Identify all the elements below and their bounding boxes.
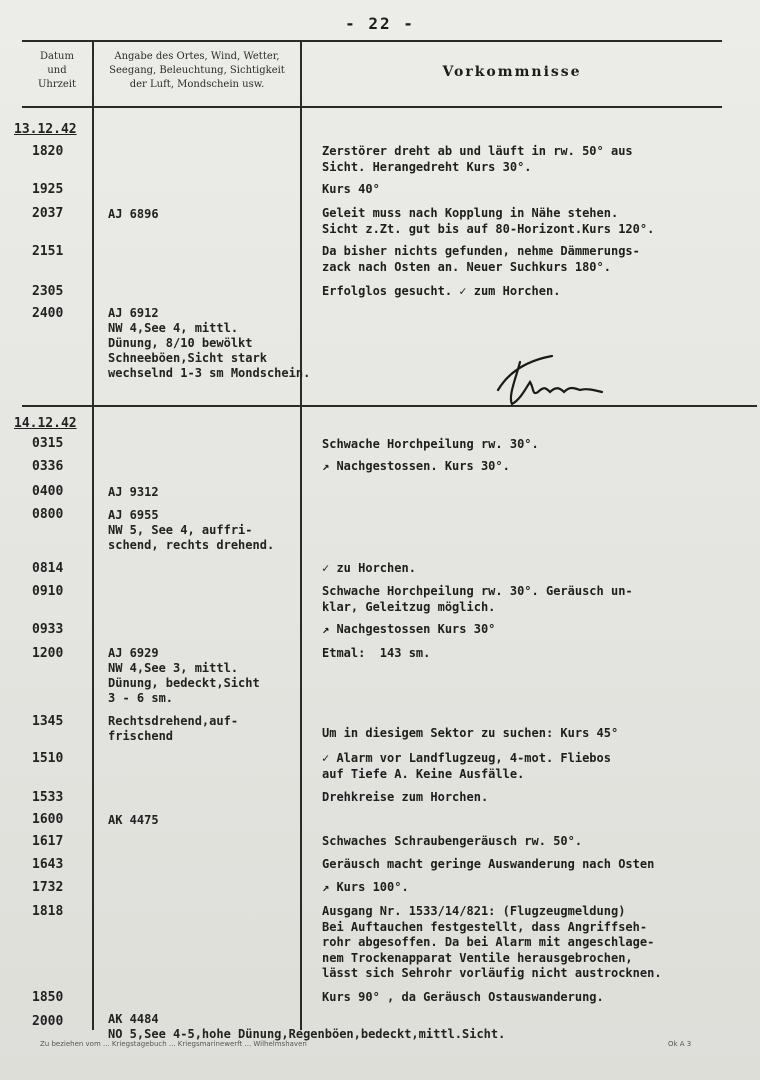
footer-left: Zu beziehen vom ... Kriegstagebuch ... Kriegsmarinewerft ... Wilhelmshaven	[40, 1040, 307, 1048]
footer-right: Ok A 3	[668, 1040, 692, 1048]
pos-2400: AJ 6912 NW 4,See 4, mittl. Dünung, 8/10 bewölkt Schneeböen,Sicht stark wechselnd 1-3 sm Mondschein.	[108, 306, 311, 380]
header-datum: Datum und Uhrzeit	[37, 51, 77, 90]
event-1925: Kurs 40°	[322, 182, 380, 196]
time-0400: 0400	[32, 484, 64, 499]
time-1818: 1818	[32, 904, 64, 919]
time-1345: 1345	[32, 714, 64, 729]
time-2151: 2151	[32, 244, 64, 259]
event-1732: ↗ Kurs 100°.	[322, 880, 409, 894]
time-0910: 0910	[32, 584, 64, 599]
time-0315: 0315	[32, 436, 64, 451]
event-0910: Schwache Horchpeilung rw. 30°. Geräusch un- klar, Geleitzug möglich.	[322, 584, 633, 614]
time-1732: 1732	[32, 880, 64, 895]
column-divider-1	[92, 40, 94, 1030]
pos-2000: AK 4484 NO 5,See 4-5,hohe Dünung,Regenböen,bedeckt,mittl.Sicht.	[108, 1012, 506, 1041]
time-1510: 1510	[32, 751, 64, 766]
header-location-weather: Angabe des Ortes, Wind, Wetter, Seegang, Beleuchtung, Sichtigkeit der Luft, Mondschein usw.	[109, 51, 285, 90]
event-0336: ↗ Nachgestossen. Kurs 30°.	[322, 459, 510, 473]
section-divider	[22, 405, 757, 407]
header-top-rule	[22, 40, 722, 42]
pos-2037: AJ 6896	[108, 207, 159, 221]
event-2151: Da bisher nichts gefunden, nehme Dämmerungs- zack nach Osten an. Neuer Suchkurs 180°.	[322, 244, 640, 274]
event-1818: Ausgang Nr. 1533/14/821: (Flugzeugmeldung) Bei Auftauchen festgestellt, dass Angriffseh- rohr abgesoffen. Da bei Alarm mit angeschlage- nem Trockenapparat Ventile herausgebrochen, lässt sich Sehrohr vorläufig nicht austrocknen.	[322, 904, 662, 980]
event-1820: Zerstörer dreht ab und läuft in rw. 50° aus Sicht. Herangedreht Kurs 30°.	[322, 144, 633, 174]
time-1617: 1617	[32, 834, 64, 849]
date-label-1: 13.12.42	[14, 122, 77, 137]
event-1643: Geräusch macht geringe Auswanderung nach Osten	[322, 857, 655, 871]
event-0814: ✓ zu Horchen.	[322, 561, 416, 575]
time-1533: 1533	[32, 790, 64, 805]
time-2400: 2400	[32, 306, 64, 321]
time-0800: 0800	[32, 507, 64, 522]
handwritten-signature	[490, 352, 610, 412]
column-divider-2	[300, 40, 302, 1030]
time-0336: 0336	[32, 459, 64, 474]
page-number: - 22 -	[345, 14, 415, 33]
event-0933: ↗ Nachgestossen Kurs 30°	[322, 622, 496, 636]
time-1600: 1600	[32, 812, 64, 827]
pos-0800: AJ 6955 NW 5, See 4, auffri- schend, rechts drehend.	[108, 508, 275, 552]
time-1925: 1925	[32, 182, 64, 197]
header-vorkommnisse: Vorkommnisse	[442, 64, 582, 80]
event-1510: ✓ Alarm vor Landflugzeug, 4-mot. Fliebos auf Tiefe A. Keine Ausfälle.	[322, 751, 611, 781]
pos-1345: Rechtsdrehend,auf- frischend	[108, 714, 239, 743]
header-bottom-rule	[22, 106, 722, 108]
event-2305: Erfolglos gesucht. ✓ zum Horchen.	[322, 284, 561, 298]
event-1345: Um in diesigem Sektor zu suchen: Kurs 45°	[322, 726, 619, 740]
event-2037: Geleit muss nach Kopplung in Nähe stehen. Sicht z.Zt. gut bis auf 80-Horizont.Kurs 120°.	[322, 206, 655, 236]
pos-1600: AK 4475	[108, 813, 159, 827]
time-1200: 1200	[32, 646, 64, 661]
event-1200: Etmal: 143 sm.	[322, 646, 431, 660]
time-1643: 1643	[32, 857, 64, 872]
pos-1200: AJ 6929 NW 4,See 3, mittl. Dünung, bedeckt,Sicht 3 - 6 sm.	[108, 646, 260, 705]
event-1850: Kurs 90° , da Geräusch Ostauswanderung.	[322, 990, 604, 1004]
event-1617: Schwaches Schraubengeräusch rw. 50°.	[322, 834, 583, 848]
time-0933: 0933	[32, 622, 64, 637]
time-2305: 2305	[32, 284, 64, 299]
date-label-2: 14.12.42	[14, 416, 77, 431]
time-1820: 1820	[32, 144, 64, 159]
event-1533: Drehkreise zum Horchen.	[322, 790, 489, 804]
pos-0400: AJ 9312	[108, 485, 159, 499]
time-2037: 2037	[32, 206, 64, 221]
event-0315: Schwache Horchpeilung rw. 30°.	[322, 437, 539, 451]
time-0814: 0814	[32, 561, 64, 576]
time-2000: 2000	[32, 1014, 64, 1029]
time-1850: 1850	[32, 990, 64, 1005]
